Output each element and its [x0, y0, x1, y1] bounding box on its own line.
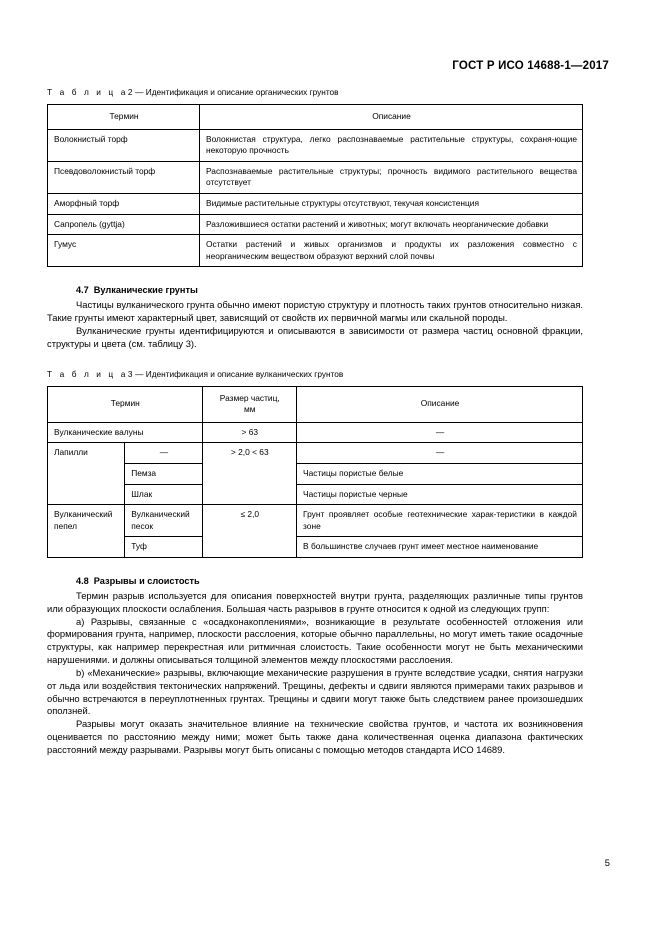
table2-cell-description: Разложившиеся остатки растений и животных; могут включать неорганические добавки [200, 214, 583, 235]
table3-caption-number: 3 [127, 368, 136, 379]
table3-caption [47, 370, 583, 380]
table-row [48, 443, 583, 464]
section-heading-4-7 [47, 285, 583, 295]
table3-cell-term: Лапилли [48, 443, 125, 505]
table3-cell-subterm: Шлак [125, 484, 202, 505]
table3-caption-text: — Идентификация и описание вулканических грунтов [135, 368, 344, 379]
table3-cell-subterm: — [125, 443, 202, 464]
table2-caption-number: 2 [127, 87, 136, 97]
table2-caption-label: Т а б л и ц а [47, 87, 128, 97]
section-title-4-8: Разрывы и слоистость [93, 575, 200, 586]
table3-header-particle-size-line2: мм [244, 404, 256, 415]
section-4-8-paragraph-final: Разрывы могут оказать значительное влияние на технические свойства грунтов, и частота их возникновения оценивается по расстоянию между ними; может быть также дана количественная оценка диапазона фактических расстояний между разрывами. Разрывы могут быть описаны с помощью методов стандарта ИСО 14689. [47, 718, 583, 755]
table3-cell-size: ≤ 2,0 [202, 505, 297, 558]
page-number: 5 [604, 857, 610, 868]
table-row [48, 161, 583, 193]
table3-header-particle-size [202, 386, 297, 422]
section-title-4-7: Вулканические грунты [93, 285, 198, 296]
table3-cell-description: Грунт проявляет особые геотехнические харак-теристики в каждой зоне [297, 505, 583, 537]
table-row [48, 129, 583, 161]
section-number-4-8: 4.8 [76, 575, 89, 586]
table3-header-row [48, 386, 583, 422]
table2-cell-term: Гумус [48, 235, 200, 267]
table2-cell-description: Волокнистая структура, легко распознаваемые растительные структуры, сохраня-ющие некоторую прочность [200, 129, 583, 161]
section-4-7-paragraph-2: Вулканические грунты идентифицируются и описываются в зависимости от размера частиц основной фракции, структуры и цвета (см. таблицу 3). [47, 324, 583, 349]
table-row [48, 193, 583, 214]
table-row [48, 484, 583, 505]
table3-cell-term: Вулканический пепел [48, 505, 125, 558]
table2-cell-term: Аморфный торф [48, 193, 200, 214]
table3-cell-size: > 2,0 < 63 [202, 443, 297, 505]
section-4-7-paragraph-1: Частицы вулканического грунта обычно имеют пористую структуру и плотность таких грунтов относительно низкая. Такие грунты имеют характерный цвет, зависящий от свойств их первичной магмы или скальной породы. [47, 299, 583, 324]
table-row [48, 463, 583, 484]
section-4-8-item-a: a) Разрывы, связанные с «осадконакоплениями», возникающие в результате особенностей отложения или формирования грунта, например, плоскости расслоения, которые обычно параллельны, но могут иметь такие осадочные структуры, как например перекрестная или ритмичная слоистость. Такие особенности могут не быть механическими нарушениями. и должны описываться толщиной элементов между плоскостями расслоения. [47, 615, 583, 666]
table3-head [48, 386, 583, 422]
table2-cell-term: Сапропель (gyttja) [48, 214, 200, 235]
section-heading-4-8 [47, 576, 583, 586]
table3-cell-description: Частицы пористые белые [297, 463, 583, 484]
table2-body [48, 129, 583, 267]
table2-header-row [48, 104, 583, 129]
table-row [48, 422, 583, 443]
table3-cell-description: В большинстве случаев грунт имеет местное наименование [297, 537, 583, 558]
table-volcanic-soils [47, 386, 583, 558]
table2-caption-text: — Идентификация и описание органических грунтов [135, 87, 339, 97]
table2-header-description: Описание [200, 104, 583, 129]
document-header-standard-number: ГОСТ Р ИСО 14688-1—2017 [452, 60, 609, 72]
table3-caption-label: Т а б л и ц а [47, 368, 128, 379]
table2-cell-term: Волокнистый торф [48, 129, 200, 161]
table3-cell-description: — [297, 422, 583, 443]
section-number-4-7: 4.7 [76, 285, 89, 296]
table3-cell-description: — [297, 443, 583, 464]
table3-cell-term: Вулканические валуны [48, 422, 203, 443]
table-row [48, 505, 583, 537]
table2-head [48, 104, 583, 129]
table3-cell-subterm: Вулканический песок [125, 505, 202, 537]
table3-cell-subterm: Туф [125, 537, 202, 558]
table3-cell-size: > 63 [202, 422, 297, 443]
table3-header-particle-size-line1: Размер частиц, [219, 392, 280, 403]
table3-cell-subterm: Пемза [125, 463, 202, 484]
table3-body [48, 422, 583, 557]
page-content [47, 88, 583, 757]
table2-header-term: Термин [48, 104, 200, 129]
table2-cell-description: Видимые растительные структуры отсутствуют, текучая консистенция [200, 193, 583, 214]
table2-cell-description: Остатки растений и живых организмов и продукты их разложения совместно с неорганическим веществом образуют верхний слой почвы [200, 235, 583, 267]
table-row [48, 235, 583, 267]
section-4-8-paragraph-1: Термин разрыв используется для описания поверхностей внутри грунта, разделяющих различные типы грунтов или образующих плоскости ослабления. Большая часть разрывов в грунте относится к одной из следующих групп: [47, 589, 583, 614]
table2-cell-term: Псевдоволокнистый торф [48, 161, 200, 193]
table-row [48, 537, 583, 558]
section-4-8-item-b: b) «Механические» разрывы, включающие механические разрушения в грунте вследствие усадки, снятия нагрузки от льда или воздействия тектонических напряжений. Трещины, дефекты и сдвиги являются примерами таких разрывов и обычно встречаются в переуплотненных грунтах. Трещины и сдвиги могут также быть следствием ранее произошедших оползней. [47, 666, 583, 717]
table-organic-soils [47, 104, 583, 267]
table2-caption [47, 88, 583, 98]
table3-header-description: Описание [297, 386, 583, 422]
table3-header-term: Термин [48, 386, 203, 422]
table3-cell-description: Частицы пористые черные [297, 484, 583, 505]
table-row [48, 214, 583, 235]
table2-cell-description: Распознаваемые растительные структуры; прочность видимого растительного вещества отсутствует [200, 161, 583, 193]
